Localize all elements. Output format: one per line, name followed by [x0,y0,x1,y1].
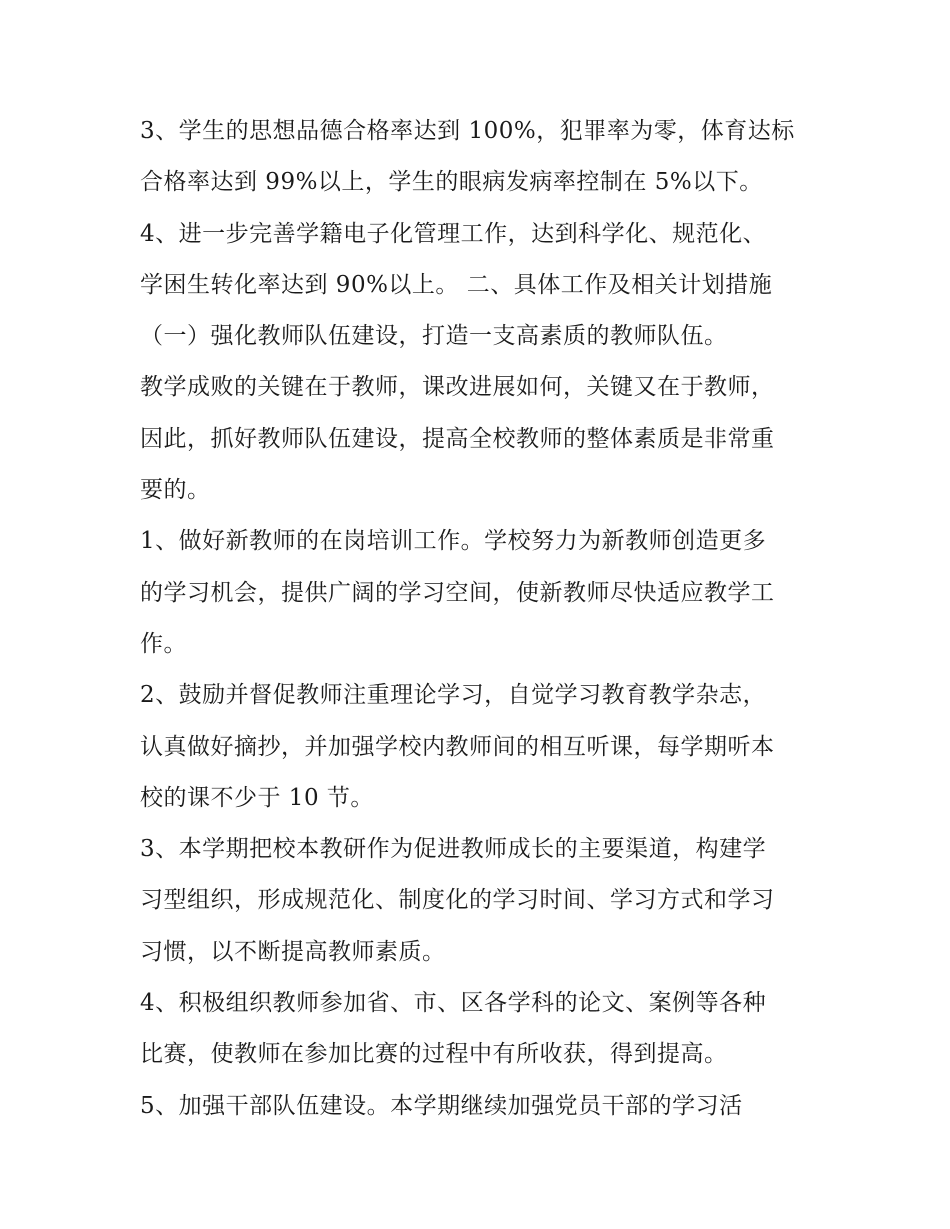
text-line: 4、积极组织教师参加省、市、区各学科的论文、案例等各种 [140,990,767,1017]
text-line: 3、学生的思想品德合格率达到 100%，犯罪率为零，体育达标 [140,118,795,144]
document-body [140,106,820,1132]
text-line: 比赛，使教师在参加比赛的过程中有所收获，得到提高。 [140,1041,728,1068]
text-line: 认真做好摘抄，并加强学校内教师间的相互听课，每学期听本 [140,733,775,760]
text-line: 1、做好新教师的在岗培训工作。学校努力为新教师创造更多 [140,528,767,555]
text-line: 校的课不少于 10 节。 [140,784,374,811]
text-line: 习惯，以不断提高教师素质。 [140,938,446,965]
section-heading: （一）强化教师队伍建设，打造一支高素质的教师队伍。 [140,323,728,350]
text-line: 教学成败的关键在于教师，课改进展如何，关键又在于教师， [140,374,775,401]
text-line: 作。 [140,630,187,657]
text-line: 因此，抓好教师队伍建设，提高全校教师的整体素质是非常重 [140,425,775,452]
text-line: 要的。 [140,477,211,504]
text-line: 5、加强干部队伍建设。本学期继续加强党员干部的学习活 [140,1092,743,1119]
text-line: 2、鼓励并督促教师注重理论学习，自觉学习教育教学杂志， [140,682,767,709]
text-line: 3、本学期把校本教研作为促进教师成长的主要渠道，构建学 [140,836,767,863]
text-line: 习型组织，形成规范化、制度化的学习时间、学习方式和学习 [140,887,775,914]
text-line: 的学习机会，提供广阔的学习空间，使新教师尽快适应教学工 [140,579,775,606]
text-line: 4、进一步完善学籍电子化管理工作，达到科学化、规范化、 [140,220,767,247]
text-line: 学困生转化率达到 90%以上。 二、具体工作及相关计划措施 [140,271,773,298]
text-line: 合格率达到 99%以上，学生的眼病发病率控制在 5%以下。 [140,169,763,196]
